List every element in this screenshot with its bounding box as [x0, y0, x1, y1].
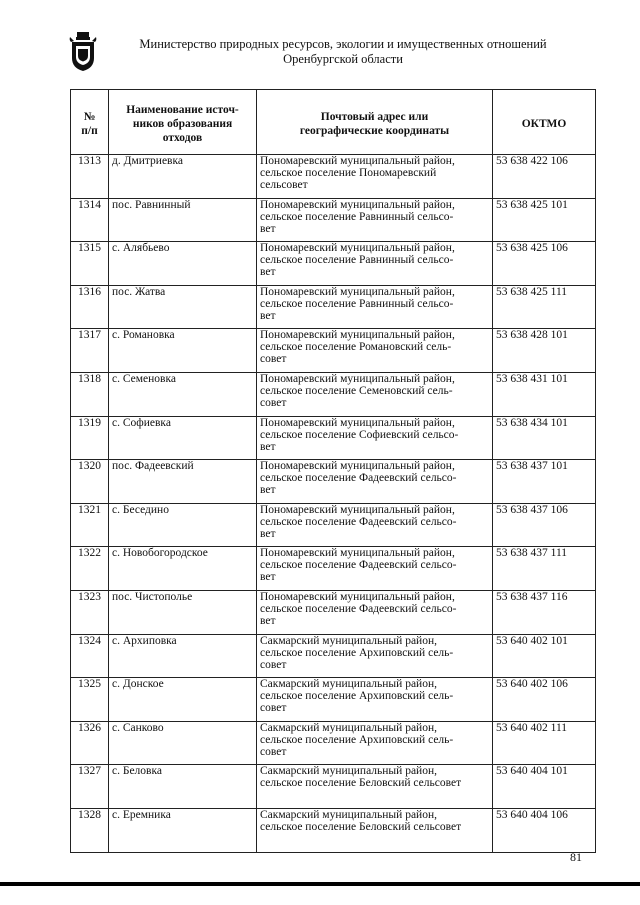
address: Сакмарский муниципальный район, сельское поселение Архиповский сель- совет	[257, 678, 493, 722]
table-row	[71, 460, 596, 504]
oktmo-code: 53 638 425 101	[493, 198, 596, 242]
address: Пономаревский муниципальный район, сельское поселение Равнинный сельсо- вет	[257, 242, 493, 286]
source-name: пос. Чистополье	[109, 590, 257, 634]
address: Пономаревский муниципальный район, сельское поселение Равнинный сельсо- вет	[257, 285, 493, 329]
column-header-source-name: Наименование источ- ников образования отходов	[109, 90, 257, 155]
oktmo-code: 53 640 402 111	[493, 721, 596, 765]
table-row	[71, 503, 596, 547]
coat-of-arms-icon	[68, 30, 98, 72]
source-name: с. Романовка	[109, 329, 257, 373]
table-row	[71, 590, 596, 634]
address: Пономаревский муниципальный район, сельское поселение Фадеевский сельсо- вет	[257, 547, 493, 591]
oktmo-code: 53 638 425 111	[493, 285, 596, 329]
row-number: 1323	[71, 590, 109, 634]
address: Сакмарский муниципальный район, сельское поселение Архиповский сель- совет	[257, 634, 493, 678]
address: Пономаревский муниципальный район, сельское поселение Семеновский сель- совет	[257, 372, 493, 416]
address: Сакмарский муниципальный район, сельское поселение Беловский сельсовет	[257, 808, 493, 852]
row-number: 1314	[71, 198, 109, 242]
oktmo-code: 53 638 437 101	[493, 460, 596, 504]
address: Пономаревский муниципальный район, сельское поселение Фадеевский сельсо- вет	[257, 460, 493, 504]
table-row	[71, 634, 596, 678]
source-name: с. Архиповка	[109, 634, 257, 678]
oktmo-code: 53 638 437 106	[493, 503, 596, 547]
oktmo-code: 53 640 402 101	[493, 634, 596, 678]
address: Пономаревский муниципальный район, сельское поселение Романовский сель- совет	[257, 329, 493, 373]
source-name: с. Новобогородское	[109, 547, 257, 591]
source-name: с. Донское	[109, 678, 257, 722]
row-number: 1328	[71, 808, 109, 852]
table-row	[71, 372, 596, 416]
oktmo-code: 53 638 431 101	[493, 372, 596, 416]
column-header-oktmo: ОКТМО	[493, 90, 596, 155]
source-name: с. Софиевка	[109, 416, 257, 460]
source-name: д. Дмитриевка	[109, 155, 257, 199]
row-number: 1326	[71, 721, 109, 765]
oktmo-code: 53 640 404 101	[493, 765, 596, 809]
row-number: 1320	[71, 460, 109, 504]
ministry-name: Министерство природных ресурсов, экологии и имущественных отношений	[139, 37, 547, 51]
address: Пономаревский муниципальный район, сельское поселение Софиевский сельсо- вет	[257, 416, 493, 460]
table-row	[71, 416, 596, 460]
column-header-address: Почтовый адрес или географические координаты	[257, 90, 493, 155]
oktmo-code: 53 638 437 116	[493, 590, 596, 634]
address: Сакмарский муниципальный район, сельское поселение Архиповский сель- совет	[257, 721, 493, 765]
table-row	[71, 285, 596, 329]
row-number: 1319	[71, 416, 109, 460]
oktmo-code: 53 638 434 101	[493, 416, 596, 460]
oktmo-code: 53 640 402 106	[493, 678, 596, 722]
oktmo-code: 53 638 437 111	[493, 547, 596, 591]
source-name: пос. Жатва	[109, 285, 257, 329]
table-row	[71, 678, 596, 722]
ministry-header	[118, 37, 568, 67]
table-header-row	[71, 90, 596, 155]
address: Пономаревский муниципальный район, сельское поселение Фадеевский сельсо- вет	[257, 503, 493, 547]
table-row	[71, 721, 596, 765]
column-header-number: № п/п	[71, 90, 109, 155]
row-number: 1315	[71, 242, 109, 286]
address: Пономаревский муниципальный район, сельское поселение Пономаревский сельсовет	[257, 155, 493, 199]
row-number: 1317	[71, 329, 109, 373]
row-number: 1318	[71, 372, 109, 416]
table-row	[71, 547, 596, 591]
oktmo-code: 53 638 425 106	[493, 242, 596, 286]
table-row	[71, 765, 596, 809]
address: Пономаревский муниципальный район, сельское поселение Фадеевский сельсо- вет	[257, 590, 493, 634]
table-row	[71, 198, 596, 242]
source-name: с. Еремника	[109, 808, 257, 852]
region-name: Оренбургской области	[283, 52, 403, 66]
table-row	[71, 808, 596, 852]
waste-sources-table	[70, 89, 596, 853]
source-name: с. Алябьево	[109, 242, 257, 286]
source-name: с. Семеновка	[109, 372, 257, 416]
address: Пономаревский муниципальный район, сельское поселение Равнинный сельсо- вет	[257, 198, 493, 242]
source-name: пос. Равнинный	[109, 198, 257, 242]
oktmo-code: 53 640 404 106	[493, 808, 596, 852]
row-number: 1313	[71, 155, 109, 199]
row-number: 1321	[71, 503, 109, 547]
row-number: 1327	[71, 765, 109, 809]
row-number: 1324	[71, 634, 109, 678]
table-row	[71, 329, 596, 373]
source-name: с. Санково	[109, 721, 257, 765]
oktmo-code: 53 638 422 106	[493, 155, 596, 199]
table-row	[71, 242, 596, 286]
table-row	[71, 155, 596, 199]
address: Сакмарский муниципальный район, сельское поселение Беловский сельсовет	[257, 765, 493, 809]
page-number: 81	[570, 850, 582, 864]
row-number: 1316	[71, 285, 109, 329]
source-name: пос. Фадеевский	[109, 460, 257, 504]
source-name: с. Беседино	[109, 503, 257, 547]
row-number: 1325	[71, 678, 109, 722]
bottom-rule	[0, 882, 640, 886]
source-name: с. Беловка	[109, 765, 257, 809]
row-number: 1322	[71, 547, 109, 591]
oktmo-code: 53 638 428 101	[493, 329, 596, 373]
